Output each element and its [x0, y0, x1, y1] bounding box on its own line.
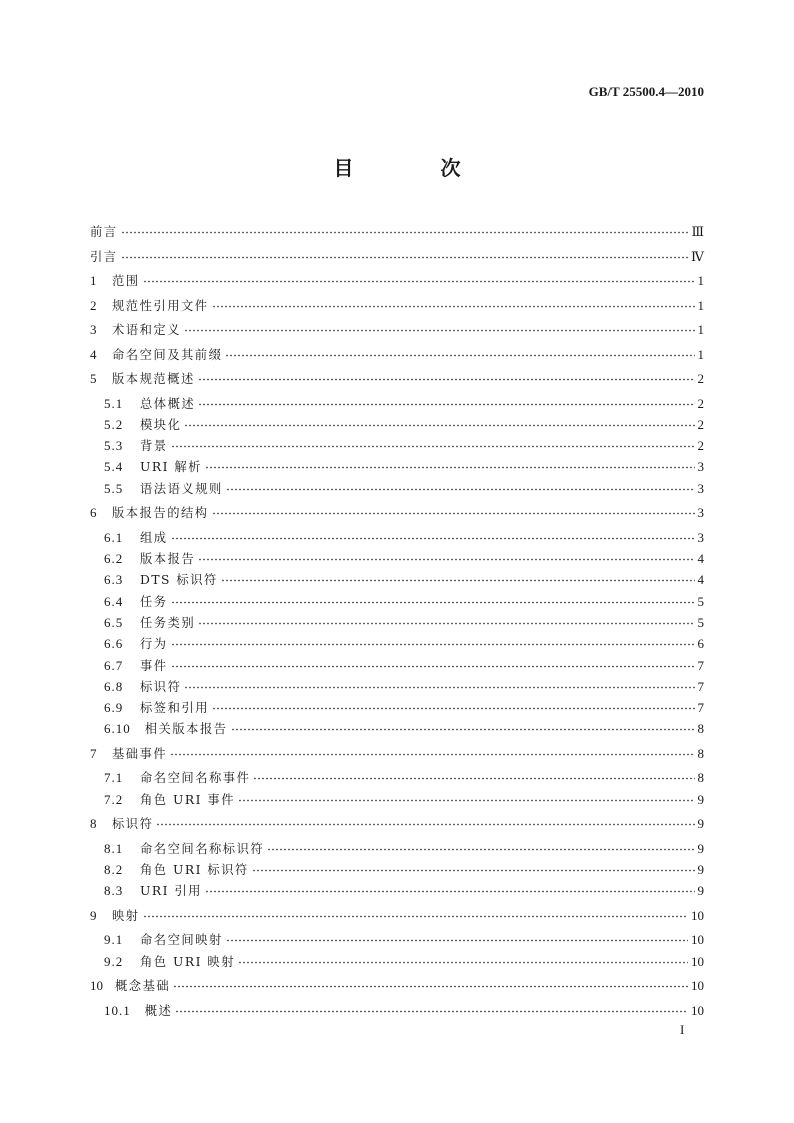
toc-entry-page: 6 — [697, 636, 704, 652]
toc-entry-number: 5.1 — [104, 395, 124, 411]
toc-entry-number: 9 — [90, 907, 97, 923]
toc-entry[interactable] — [104, 930, 704, 946]
toc-entry-title: 任务 — [140, 594, 168, 609]
leader-dots — [143, 915, 688, 918]
toc-entry-page: 9 — [697, 840, 704, 856]
leader-dots — [226, 488, 695, 491]
toc-entry-number: 6.5 — [104, 614, 124, 630]
toc-entry-title: 标识符 — [112, 817, 154, 832]
toc-entry-number: 4 — [90, 346, 97, 362]
leader-dots — [225, 354, 694, 357]
toc-entry[interactable] — [90, 503, 704, 519]
toc-entry-title: 命名空间及其前缀 — [112, 347, 223, 362]
toc-entry[interactable] — [104, 881, 704, 897]
leader-dots — [184, 686, 694, 689]
toc-entry-number: 6.2 — [104, 551, 124, 566]
toc-entry-number: 3 — [90, 322, 97, 337]
toc-entry-page: 3 — [697, 529, 704, 545]
toc-entry[interactable] — [104, 952, 704, 968]
toc-entry[interactable] — [90, 222, 704, 238]
leader-dots — [198, 558, 694, 561]
toc-entry-page: 2 — [697, 395, 704, 411]
leader-dots — [171, 665, 695, 668]
page-number: I — [680, 1022, 685, 1037]
toc-entry-number: 6.1 — [104, 529, 124, 545]
toc-entry-title: 引言 — [90, 249, 118, 264]
toc-entry-title: 命名空间名称标识符 — [140, 841, 265, 856]
toc-entry-page: 7 — [697, 678, 704, 694]
toc-entry[interactable] — [104, 528, 704, 544]
toc-entry[interactable] — [104, 436, 704, 452]
toc-entry[interactable] — [104, 790, 704, 806]
leader-dots — [198, 403, 694, 406]
toc-entry-title: 总体概述 — [140, 396, 196, 411]
toc-entry-page: 1 — [697, 346, 704, 362]
toc-entry-page: 2 — [697, 371, 704, 386]
toc-entry[interactable] — [90, 271, 704, 287]
toc-entry-number: 8.2 — [104, 862, 124, 877]
toc-entry-page: 8 — [697, 721, 704, 737]
toc-entry-page: 4 — [697, 572, 704, 588]
toc-entry[interactable] — [104, 592, 704, 608]
toc-entry-title: DTS 标识符 — [140, 573, 218, 588]
toc-entry-title: 规范性引用文件 — [112, 298, 209, 313]
toc-entry-title: 概念基础 — [115, 979, 171, 994]
toc-entry-title: 命名空间名称事件 — [140, 771, 251, 786]
leader-dots — [221, 579, 695, 582]
toc-entry-number: 6 — [90, 505, 97, 521]
toc-entry[interactable] — [104, 768, 704, 784]
toc-entry-title: 标签和引用 — [140, 701, 209, 716]
toc-entry-number: 6.4 — [104, 593, 124, 609]
toc-entry-number: 8.1 — [104, 840, 124, 856]
toc-entry[interactable] — [104, 634, 704, 650]
toc-entry-number: 6.3 — [104, 572, 124, 588]
toc-entry-title: 版本报告的结构 — [112, 506, 209, 521]
toc-entry-number: 10.1 — [104, 1002, 131, 1018]
toc-entry-title: 角色 URI 映射 — [140, 954, 235, 969]
toc-entry-page: 10 — [691, 1002, 704, 1018]
leader-dots — [171, 445, 695, 448]
toc-entry-number: 6.9 — [104, 700, 124, 716]
leader-dots — [205, 466, 695, 469]
toc-entry-title: 标识符 — [140, 679, 182, 694]
toc-entry-number: 6.6 — [104, 636, 124, 652]
leader-dots — [212, 707, 695, 710]
toc-entry-title: 前言 — [90, 225, 118, 239]
leader-dots — [143, 280, 695, 283]
leader-dots — [252, 869, 695, 872]
leader-dots — [184, 424, 694, 427]
toc-entry[interactable] — [104, 613, 704, 629]
toc-entry-title: 基础事件 — [112, 746, 168, 761]
toc-entry-title: 任务类别 — [140, 615, 196, 630]
toc-entry-title: 事件 — [140, 658, 168, 673]
leader-dots — [171, 643, 695, 646]
leader-dots — [121, 231, 689, 234]
toc-entry-number: 8.3 — [104, 883, 124, 899]
leader-dots — [198, 378, 695, 381]
leader-dots — [212, 512, 695, 515]
toc-entry-number: 7.2 — [104, 791, 124, 807]
toc-entry-title: 角色 URI 标识符 — [140, 863, 249, 877]
toc-entry[interactable] — [104, 549, 704, 565]
toc-entry[interactable] — [104, 479, 704, 495]
toc-entry[interactable] — [104, 457, 704, 473]
toc-entry-number: 6.7 — [104, 657, 124, 673]
toc-entry[interactable] — [90, 320, 704, 336]
toc-entry-number: 6.10 — [104, 721, 131, 737]
toc-entry-title: 角色 URI 事件 — [140, 792, 235, 807]
toc-entry-number: 6.8 — [104, 678, 124, 694]
toc-entry-number: 9.2 — [104, 953, 124, 969]
toc-entry-number: 7 — [90, 745, 97, 761]
toc-entry-page: 1 — [697, 297, 704, 313]
toc-entry[interactable] — [90, 247, 704, 263]
toc-entry[interactable] — [104, 719, 704, 735]
toc-entry-page: 7 — [697, 700, 704, 716]
toc-entry-page: 4 — [697, 551, 704, 566]
leader-dots — [238, 961, 688, 964]
leader-dots — [121, 256, 688, 259]
leader-dots — [170, 753, 694, 756]
toc-entry[interactable] — [104, 570, 704, 586]
toc-entry[interactable] — [104, 839, 704, 855]
toc-entry[interactable] — [104, 1001, 704, 1017]
toc-entry[interactable] — [104, 415, 704, 431]
leader-dots — [156, 823, 694, 826]
leader-dots — [184, 329, 695, 332]
toc-entry[interactable] — [90, 296, 704, 312]
toc-entry-number: 1 — [90, 273, 97, 288]
leader-dots — [205, 890, 695, 893]
toc-entry-title: URI 引用 — [140, 884, 202, 899]
toc-entry-page: 8 — [697, 770, 704, 786]
toc-entry[interactable] — [104, 677, 704, 693]
leader-dots — [175, 1010, 688, 1013]
leader-dots — [231, 728, 695, 731]
toc-entry-number: 7.1 — [104, 770, 124, 786]
toc-entry-title: 概述 — [144, 1003, 173, 1018]
toc-entry[interactable] — [90, 744, 704, 760]
toc-entry-title: 背景 — [140, 439, 168, 454]
toc-entry-title: 命名空间映射 — [140, 933, 223, 948]
toc-entry-page: 5 — [697, 614, 704, 630]
toc-entry-page: 9 — [697, 791, 704, 807]
toc-entry-title: URI 解析 — [140, 460, 202, 475]
toc-entry-page: 9 — [697, 883, 704, 899]
leader-dots — [171, 601, 695, 604]
page-title: 目 次 — [333, 156, 501, 180]
toc-entry-title: 范围 — [112, 274, 140, 288]
toc-entry[interactable] — [90, 976, 704, 992]
toc-entry-page: 10 — [691, 907, 704, 923]
toc-entry-page: 3 — [697, 459, 704, 475]
toc-entry-title: 组成 — [140, 530, 168, 545]
toc-entry-number: 10 — [90, 978, 103, 994]
toc-entry-page: 10 — [691, 978, 704, 994]
toc-entry-number: 5 — [90, 371, 97, 386]
leader-dots — [198, 622, 694, 625]
toc-entry-number: 5.2 — [104, 416, 124, 432]
toc-entry-page: 5 — [697, 593, 704, 609]
toc-entry-page: 1 — [697, 322, 704, 337]
toc-entry[interactable] — [104, 656, 704, 672]
toc-entry-title: 版本报告 — [140, 552, 196, 566]
toc-entry-page: 10 — [691, 932, 704, 948]
toc-entry-title: 映射 — [112, 908, 140, 923]
toc-entry-title: 版本规范概述 — [112, 372, 195, 386]
toc-entry-page: 7 — [697, 657, 704, 673]
toc-entry-page: Ⅳ — [691, 248, 704, 264]
toc-entry-page: 9 — [697, 862, 704, 877]
toc-entry-page: 8 — [697, 745, 704, 761]
leader-dots — [267, 848, 694, 851]
toc-entry-page: 1 — [697, 273, 704, 288]
toc-entry-title: 术语和定义 — [112, 323, 181, 337]
leader-dots — [238, 799, 695, 802]
toc-entry[interactable] — [104, 860, 704, 876]
leader-dots — [226, 939, 688, 942]
toc-entry-title: 相关版本报告 — [144, 722, 228, 737]
toc-entry-page: Ⅲ — [691, 224, 704, 239]
toc-entry-title: 模块化 — [140, 417, 182, 432]
leader-dots — [212, 305, 695, 308]
leader-dots — [173, 985, 688, 988]
toc-entry-number: 5.5 — [104, 480, 124, 496]
leader-dots — [171, 537, 695, 540]
toc-entry-page: 2 — [697, 438, 704, 454]
toc-entry-page: 3 — [697, 505, 704, 521]
toc-entry-number: 9.1 — [104, 932, 124, 948]
toc-entry-page: 3 — [697, 480, 704, 496]
toc-entry-page: 10 — [691, 953, 704, 969]
toc-entry[interactable] — [90, 814, 704, 830]
toc-entry-page: 2 — [697, 416, 704, 432]
toc-entry-number: 5.4 — [104, 459, 124, 475]
toc-entry-title: 行为 — [140, 637, 168, 652]
toc-entry-number: 8 — [90, 816, 97, 832]
toc-entry-page: 9 — [697, 816, 704, 832]
toc-entry-number: 5.3 — [104, 438, 124, 454]
standard-number: GB/T 25500.4—2010 — [588, 84, 704, 99]
toc-entry[interactable] — [90, 369, 704, 385]
toc-entry[interactable] — [90, 906, 704, 922]
toc-entry-title: 语法语义规则 — [140, 481, 223, 496]
toc-entry[interactable] — [90, 345, 704, 361]
toc-entry[interactable] — [104, 394, 704, 410]
leader-dots — [253, 777, 694, 780]
toc-entry-number: 2 — [90, 297, 97, 313]
toc-entry[interactable] — [104, 698, 704, 714]
